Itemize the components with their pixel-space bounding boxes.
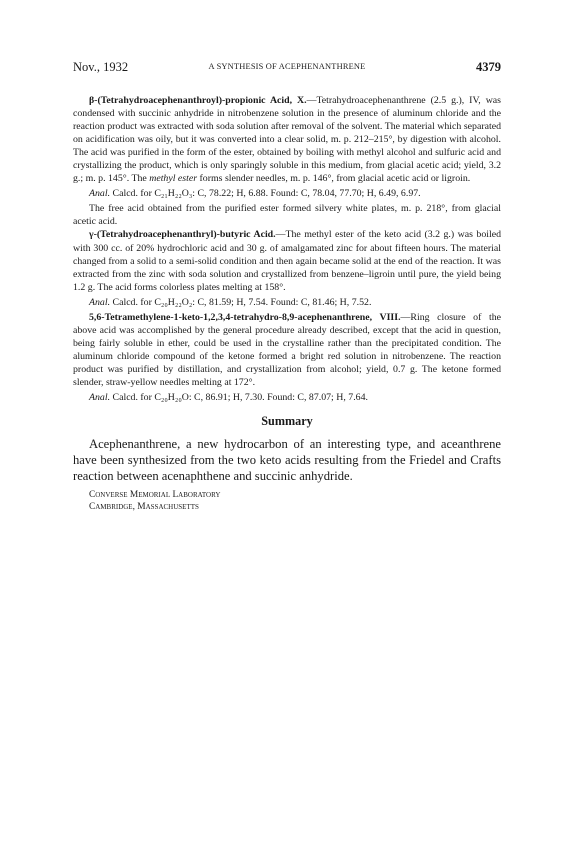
paragraph-text: —The methyl ester of the keto acid (3.2 g.) was boiled with 300 cc. of 20% hydrochloric acid and 30 g. of amalgamated zinc for about fifteen hours. The material changed from a solid to a semi-solid condition and then again became solid at the end of the reaction. It was extracted from the zinc with soda solution and crystallized from benzene–ligroin until pure, the yield being 1.2 g. The acid forms colorless plates melting at 158°.	[73, 229, 502, 293]
signature-block	[73, 489, 501, 513]
analysis-line	[73, 187, 501, 200]
analysis-values: Calcd. for C₂₀H₂₀O: C, 86.91; H, 7.30. Found: C, 87.07; H, 7.64.	[110, 392, 368, 404]
paragraph-text: The free acid obtained from the purified ester formed silvery white plates, m. p. 218°, from glacial acetic acid.	[73, 203, 501, 228]
analysis-label: Anal.	[89, 188, 111, 200]
laboratory-location: Cambridge, Massachusetts	[89, 502, 199, 512]
analysis-values: Calcd. for C₂₀H₂₂O₂: C, 81.59; H, 7.54. Found: C, 81.46; H, 7.52.	[110, 296, 372, 308]
paragraph-text: —Ring closure of the above acid was accomplished by the general procedure already described, except that the acid in question, being fairly soluble in ether, could be used in the crystalline rather than the precipitated condition. The aluminum chloride compound of the ketone formed a bright red solution in nitrobenzene. The reaction product was purified by distillation, and crystallization from alcohol; yield, 0.7 g. The ketone formed slender, straw-yellow needles melting at 172°.	[73, 311, 501, 388]
summary-heading: Summary	[261, 414, 313, 429]
analysis-values: Calcd. for C₂₁H₂₂O₃: C, 78.22; H, 6.88. Found: C, 78.04, 77.70; H, 6.49, 6.97.	[110, 188, 421, 200]
emphasis-text: methyl ester	[149, 173, 198, 185]
compound-heading: γ-(Tetrahydroacephenanthryl)-butyric Acid.	[89, 229, 276, 241]
paragraph-text: forms slender needles, m. p. 146°, from glacial acetic acid or ligroin.	[197, 173, 471, 185]
analysis-label: Anal.	[89, 296, 111, 308]
analysis-label: Anal.	[89, 392, 111, 404]
page-number: 4379	[476, 60, 501, 74]
paragraph-propionic-acid	[73, 94, 501, 185]
running-title: A SYNTHESIS OF ACEPHENANTHRENE	[208, 62, 366, 71]
page-header	[73, 60, 501, 78]
analysis-line	[73, 296, 501, 309]
analysis-line	[73, 391, 501, 404]
compound-heading: 5,6-Tetramethylene-1-keto-1,2,3,4-tetrahydro-8,9-acephenanthrene, VIII.	[89, 311, 401, 323]
laboratory-name: Converse Memorial Laboratory	[89, 489, 221, 500]
paragraph-text: —Tetrahydroacephenanthrene (2.5 g.), IV, was condensed with succinic anhydride in nitrobenzene solution in the presence of aluminum chloride and the reaction product was extracted with soda solution after removal of the solvent. The material which separated on acidification was oily, but it was converted into a clear solid, m. p. 212–215°, by digestion with alcohol. The acid was purified in the form of the ester, obtained by boiling with methyl alcohol and sulfuric acid and crystallizing the product, which is only sparingly soluble in this medium, from glacial acetic acid; yield, 3.2 g.; m. p. 145°. The	[73, 95, 502, 185]
issue-date: Nov., 1932	[73, 60, 129, 74]
compound-heading: β-(Tetrahydroacephenanthroyl)-propionic Acid, X.	[89, 95, 307, 106]
journal-page	[73, 60, 501, 513]
paragraph-butyric-acid	[73, 228, 501, 293]
paragraph-ketone	[73, 311, 501, 389]
paragraph-free-acid	[73, 202, 501, 228]
summary-text: Acephenanthrene, a new hydrocarbon of an interesting type, and aceanthrene have been synthesized from the two keto acids resulting from the Friedel and Crafts reaction between acenaphthene and succinic anhydride.	[73, 437, 501, 483]
